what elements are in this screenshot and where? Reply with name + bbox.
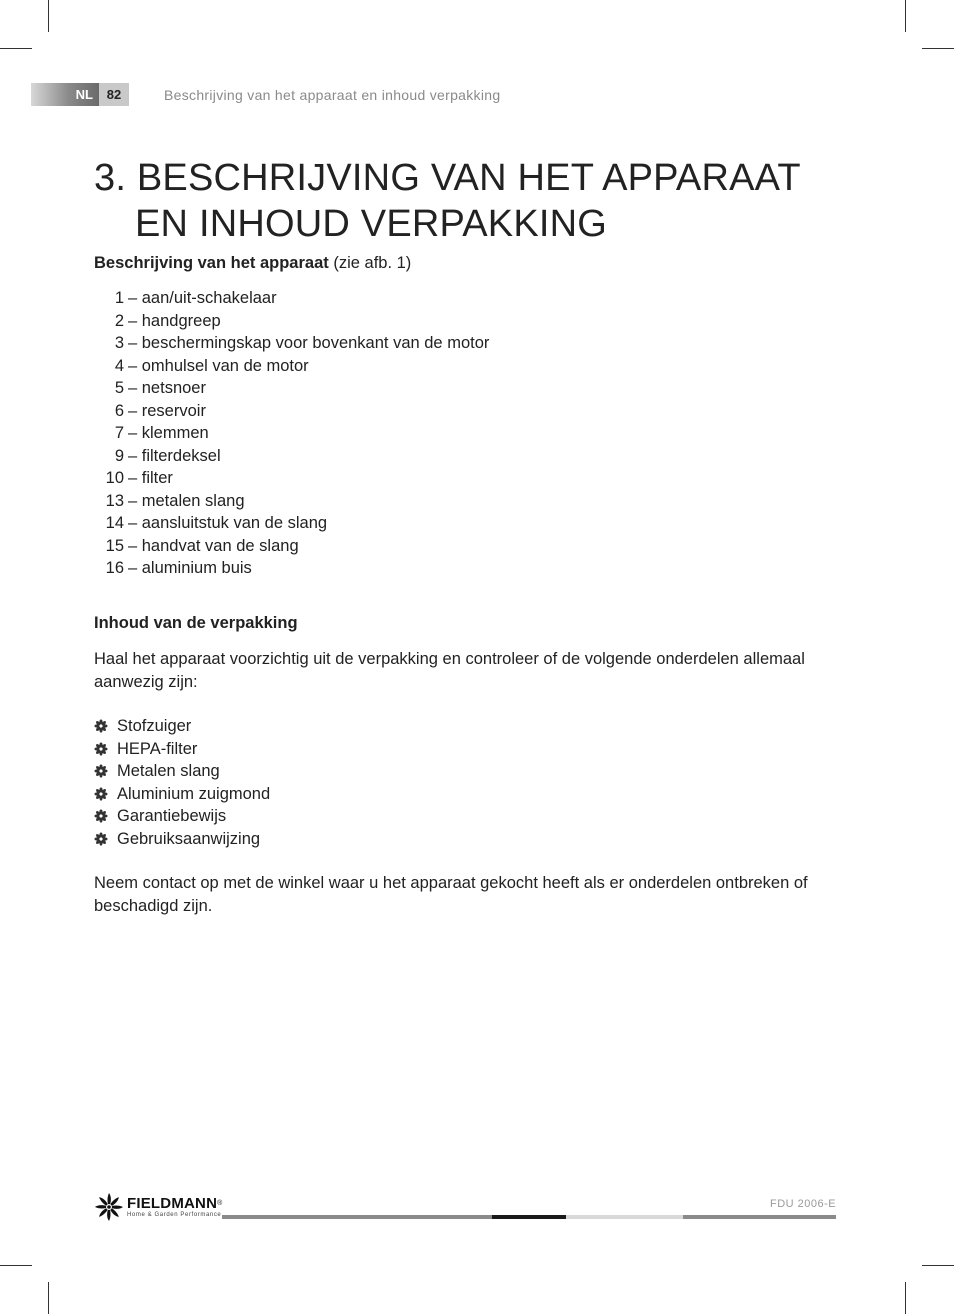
- list-item: [94, 535, 489, 558]
- part-number: 15: [105, 536, 124, 555]
- footer-rule-segment: [222, 1215, 492, 1219]
- flower-bullet-icon: [94, 832, 117, 846]
- model-code: FDU 2006-E: [770, 1198, 837, 1210]
- missing-parts-paragraph: Neem contact op met de winkel waar u het apparaat gekocht heeft als er onderdelen ontbreken of beschadigd zijn.: [94, 874, 808, 915]
- flower-bullet-icon: [94, 742, 117, 756]
- part-number: 10: [105, 469, 124, 487]
- part-description: – beschermingskap voor bovenkant van de motor: [128, 334, 490, 352]
- language-tab: NL: [31, 83, 99, 106]
- list-item: [94, 400, 489, 423]
- page-title-line1: 3. BESCHRIJVING VAN HET APPARAAT: [94, 157, 801, 199]
- part-description: – aluminium buis: [128, 559, 252, 577]
- part-description: – filter: [128, 469, 173, 487]
- flower-bullet-icon: [94, 764, 117, 778]
- footer-rule-segment: [683, 1215, 836, 1219]
- list-item: [94, 805, 270, 828]
- crop-mark: [48, 1282, 49, 1314]
- list-item: [94, 377, 489, 400]
- parts-list: [94, 287, 489, 580]
- list-item: [94, 738, 270, 761]
- part-description: – klemmen: [128, 424, 209, 442]
- brand-name: FIELDMANN: [127, 1194, 218, 1212]
- part-description: – aan/uit-schakelaar: [128, 289, 277, 307]
- part-number: 2: [114, 311, 124, 330]
- crop-mark: [922, 48, 954, 49]
- part-number: 14: [105, 514, 124, 532]
- list-item: [94, 287, 489, 310]
- page-title: [94, 155, 801, 247]
- part-number: 5: [114, 379, 124, 397]
- section-heading-contents: Inhoud van de verpakking: [94, 614, 298, 632]
- list-item: [94, 512, 489, 535]
- list-item: [94, 828, 270, 851]
- running-title: Beschrijving van het apparaat en inhoud verpakking: [164, 87, 501, 103]
- page-title-line2: EN INHOUD VERPAKKING: [135, 203, 608, 245]
- list-item: [94, 355, 489, 378]
- crop-mark: [48, 0, 49, 32]
- part-description: – omhulsel van de motor: [128, 356, 309, 375]
- footer-rule-segment: [566, 1215, 683, 1219]
- part-description: – metalen slang: [128, 491, 245, 510]
- package-item-label: Stofzuiger: [117, 717, 192, 735]
- part-number: 3: [114, 334, 124, 352]
- part-description: – handvat van de slang: [128, 536, 299, 555]
- package-item-label: HEPA-filter: [117, 739, 198, 758]
- section-heading-description: [94, 254, 411, 273]
- package-item-label: Aluminium zuigmond: [117, 784, 271, 803]
- part-description: – netsnoer: [128, 379, 206, 397]
- part-number: 4: [114, 356, 124, 375]
- part-number: 6: [114, 401, 124, 420]
- footer-rule: [222, 1215, 836, 1219]
- list-item: [94, 557, 489, 580]
- list-item: [94, 310, 489, 333]
- footer-rule-segment: [492, 1215, 566, 1219]
- crop-mark: [922, 1265, 954, 1266]
- list-item: [94, 760, 270, 783]
- flower-bullet-icon: [94, 809, 117, 823]
- fan-logo-icon: [94, 1192, 124, 1222]
- flower-bullet-icon: [94, 787, 117, 801]
- page-number: 82: [99, 83, 129, 106]
- crop-mark: [0, 1265, 32, 1266]
- package-item-label: Gebruiksaanwijzing: [117, 829, 261, 848]
- list-item: [94, 490, 489, 513]
- flower-bullet-icon: [94, 719, 117, 733]
- list-item: [94, 332, 489, 355]
- trademark-symbol: ®: [217, 1199, 223, 1207]
- contents-intro-paragraph: Haal het apparaat voorzichtig uit de verpakking en controleer of de volgende onderdelen allemaal aanwezig zijn:: [94, 650, 805, 691]
- part-number: 1: [114, 289, 124, 307]
- package-item-label: Metalen slang: [117, 762, 220, 780]
- crop-mark: [0, 48, 32, 49]
- list-item: [94, 467, 489, 490]
- list-item: [94, 783, 270, 806]
- page-header: [31, 83, 129, 106]
- brand-tagline: Home & Garden Performance: [127, 1211, 222, 1218]
- crop-mark: [905, 0, 906, 32]
- crop-mark: [905, 1282, 906, 1314]
- part-number: 16: [105, 559, 124, 577]
- part-description: – handgreep: [128, 311, 221, 330]
- section-heading-text: Beschrijving van het apparaat: [94, 254, 329, 272]
- part-number: 7: [114, 424, 124, 442]
- part-description: – reservoir: [128, 401, 206, 420]
- package-contents-list: [94, 715, 270, 850]
- part-description: – filterdeksel: [128, 446, 221, 465]
- part-number: 13: [105, 491, 124, 510]
- part-number: 9: [114, 446, 124, 465]
- part-description: – aansluitstuk van de slang: [128, 514, 328, 532]
- figure-reference: (zie afb. 1): [333, 254, 412, 272]
- list-item: [94, 715, 270, 738]
- list-item: [94, 445, 489, 468]
- brand-logo: [94, 1192, 222, 1222]
- list-item: [94, 422, 489, 445]
- package-item-label: Garantiebewijs: [117, 807, 227, 825]
